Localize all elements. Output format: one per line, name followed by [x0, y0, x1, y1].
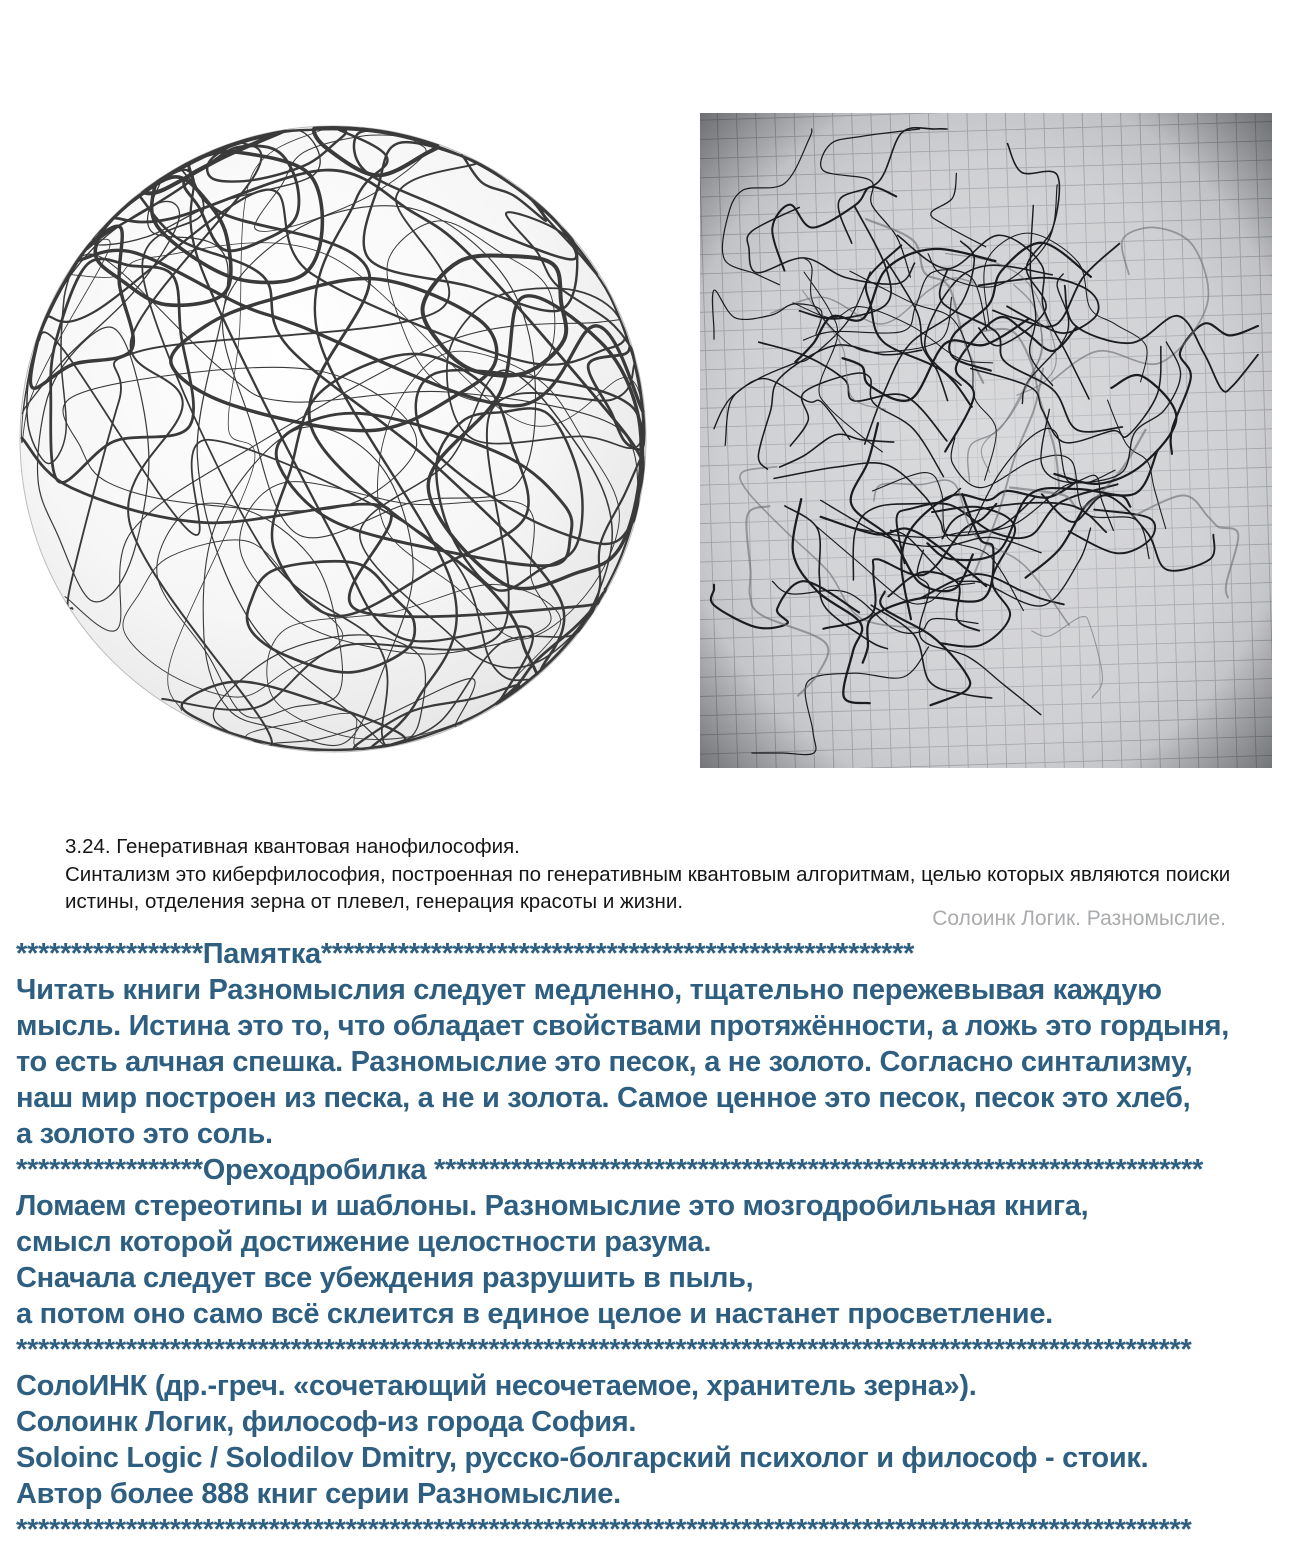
- graph-paper-scribble-image: [700, 113, 1272, 768]
- manifesto-line: Читать книги Разномыслия следует медленно, тщательно пережевывая каждую: [16, 974, 1162, 1006]
- manifesto-line-pamyatka-header: *****************Памятка******************************************************: [16, 938, 915, 970]
- manifesto-line-author: Автор более 888 книг серии Разномыслие.: [16, 1478, 621, 1510]
- manifesto-line: наш мир построен из песка, а не и золота. Самое ценное это песок, песок это хлеб,: [16, 1082, 1191, 1114]
- manifesto-line-orehodrobilka-header: *****************Ореходробилка **********************************************************************: [16, 1154, 1204, 1186]
- sphere-scribble-image: [18, 122, 648, 756]
- caption-body-line-1: Синтализм это киберфилософия, построенная по генеративным квантовым алгоритмам, целью которых являются поиски: [65, 862, 1231, 886]
- manifesto-line: а золото это соль.: [16, 1118, 273, 1150]
- manifesto-divider-stars: ***********************************************************************************************************: [16, 1334, 1192, 1366]
- manifesto-line-author: Солоинк Логик, философ-из города София.: [16, 1406, 637, 1438]
- manifesto-line: смысл которой достижение целостности разума.: [16, 1226, 712, 1258]
- sphere-scribble-figure: [18, 122, 648, 756]
- photo-vignette: [700, 113, 1272, 768]
- manifesto-line: а потом оно само всё склеится в единое целое и настанет просветление.: [16, 1298, 1053, 1330]
- attribution: Солоинк Логик. Разномыслие.: [932, 907, 1226, 930]
- caption-heading: 3.24. Генеративная квантовая нанофилософия.: [65, 835, 520, 858]
- figure-caption: [65, 833, 1230, 916]
- graph-paper-scribble-figure: [700, 113, 1272, 768]
- manifesto-line: мысль. Истина это то, что обладает свойствами протяжённости, а ложь это гордыня,: [16, 1010, 1230, 1042]
- sphere-rim-shading: [20, 126, 646, 752]
- manifesto-line: Сначала следует все убеждения разрушить в пыль,: [16, 1262, 754, 1294]
- manifesto-line: Ломаем стереотипы и шаблоны. Разномыслие это мозгодробильная книга,: [16, 1190, 1089, 1222]
- manifesto-line-author: Soloinc Logic / Solodilov Dmitry, русско-болгарский психолог и философ - стоик.: [16, 1442, 1149, 1474]
- caption-body-line-2: истины, отделения зерна от плевел, генерация красоты и жизни.: [65, 890, 684, 913]
- manifesto-text: [16, 936, 1298, 1548]
- manifesto-divider-stars: ***********************************************************************************************************: [16, 1514, 1192, 1546]
- manifesto-line: то есть алчная спешка. Разномыслие это песок, а не золото. Согласно синтализму,: [16, 1046, 1193, 1078]
- manifesto-line-author: СолоИНК (др.-греч. «сочетающий несочетаемое, хранитель зерна»).: [16, 1370, 977, 1402]
